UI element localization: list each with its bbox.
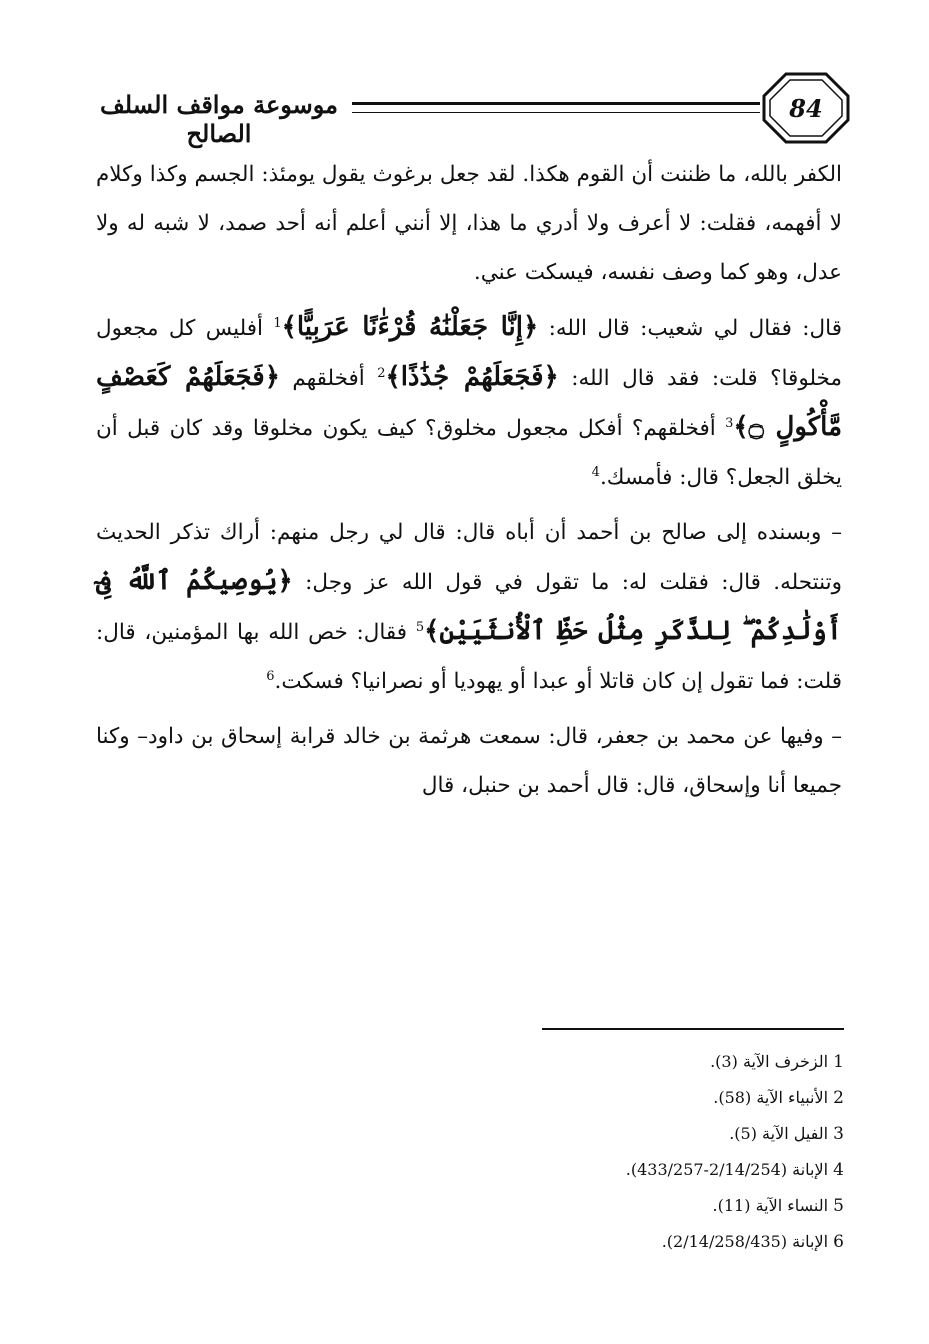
quran-verse: ﴿فَجَعَلَهُمْ جُذَٰذًا﴾ — [385, 362, 559, 392]
page-header — [0, 62, 929, 152]
footnote-marker: 4 — [591, 464, 600, 480]
footnote-marker: 3 — [725, 415, 734, 431]
footnote-number: 6 — [833, 1232, 844, 1252]
footnote-marker: 5 — [415, 619, 425, 635]
footnote-text: الزخرف الآية (3). — [710, 1052, 829, 1071]
footnote-item — [500, 1188, 844, 1224]
footnote-number: 1 — [833, 1052, 844, 1072]
text-run: أفليس كل مجعول مخلوقا؟ قلت: فقد قال الله: — [96, 316, 842, 391]
header-rule-thin — [352, 112, 760, 113]
book-title: موسوعة مواقف السلف الصالح — [99, 90, 339, 148]
text-run: أفخلقهم؟ أفكل مجعول مخلوق؟ كيف يكون مخلوقا وقد كان قبل أن يخلق الجعل؟ قال: فأمسك. — [96, 416, 842, 490]
footnote-marker: 2 — [377, 365, 386, 381]
header-rule — [352, 102, 760, 105]
paragraph — [96, 303, 842, 502]
page-number-badge — [760, 70, 852, 146]
footnotes — [500, 1044, 844, 1260]
footnote-text: الأنبياء الآية (58). — [713, 1088, 829, 1107]
footnote-item — [500, 1224, 844, 1260]
quran-verse: ﴿فَجَعَلَهُمْ كَعَصْفٍ مَّأْكُولٍ ۝﴾ — [96, 362, 842, 442]
page-number: 84 — [789, 93, 823, 123]
footnote-item — [500, 1116, 844, 1152]
text-run: – وبسنده إلى صالح بن أحمد أن أباه قال: قال لي رجل منهم: أراك تذكر الحديث وتنتحله. قال: فقلت له: ما تقول في قول الله عز وجل: — [96, 520, 842, 595]
footnote-item — [500, 1080, 844, 1116]
paragraph: – وفيها عن محمد بن جعفر، قال: سمعت هرثمة بن خالد قرابة إسحاق بن داود– وكنا جميعا أنا وإسحاق، قال: قال أحمد بن حنبل، قال — [96, 724, 842, 798]
paragraph: الكفر بالله، ما ظننت أن القوم هكذا. لقد جعل برغوث يقول يومئذ: الجسم وكذا وكلام لا أفهمه، فقلت: لا أعرف ولا أدري ما هذا، إلا أنني أعلم أنه أحد صمد، لا شبه له ولا عدل، وهو كما وصف نفسه، فيسكت عني. — [96, 162, 842, 285]
footnote-text: الإبانة (2/14/258/435). — [661, 1232, 829, 1251]
text-run: قال: فقال لي شعيب: قال الله: — [548, 316, 842, 341]
footnote-number: 5 — [833, 1196, 844, 1216]
footnote-marker: 6 — [266, 668, 275, 684]
quran-verse: ﴿يُوصِيكُمُ ٱللَّهُ فِىٓ أَوْلَٰدِكُمْ ۖ لِلذَّكَرِ مِثْلُ حَظِّ ٱلْأُنثَيَيْنِ﴾ — [96, 566, 842, 646]
footnote-text: الفيل الآية (5). — [729, 1124, 829, 1143]
footnote-marker: 1 — [273, 315, 282, 331]
text-run: فقال: خص الله بها المؤمنين، قال: قلت: فما تقول إن كان قاتلا أو عبدا أو يهوديا أو نصرانيا؟ فسكت. — [96, 620, 842, 694]
footnote-text: النساء الآية (11). — [712, 1196, 829, 1215]
footnote-text: الإبانة (2/14/254-433/257). — [625, 1160, 829, 1179]
paragraph — [96, 508, 842, 706]
footnote-number: 4 — [833, 1160, 844, 1180]
footnote-number: 2 — [833, 1088, 844, 1108]
text-run: أفخلقهم — [292, 366, 365, 391]
footnote-item — [500, 1152, 844, 1188]
footnote-item — [500, 1044, 844, 1080]
quran-verse: ﴿إِنَّا جَعَلْنَٰهُ قُرْءَٰنًا عَرَبِيًّا﴾ — [281, 312, 539, 342]
footnote-separator — [542, 1028, 844, 1030]
footnote-number: 3 — [833, 1124, 844, 1144]
main-text — [96, 150, 842, 810]
